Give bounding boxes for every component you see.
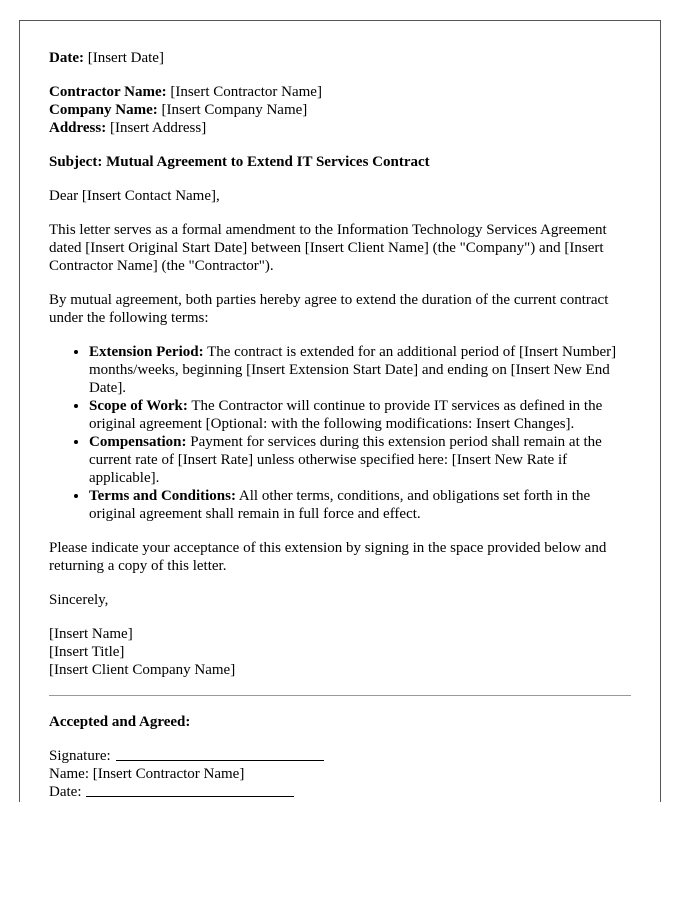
- agreement-paragraph: By mutual agreement, both parties hereby agree to extend the duration of the current contract under the following terms:: [49, 292, 609, 326]
- contractor-name-line: [49, 83, 631, 101]
- address-line: [49, 119, 631, 137]
- signature-block: [49, 747, 631, 801]
- term-text: The contract is extended for an additional period of [Insert Number] months/weeks, beginning [Insert Extension Start Date] and ending on [Insert New End Date].: [89, 344, 617, 396]
- letter-page: [19, 20, 661, 802]
- sender-block: [49, 625, 631, 679]
- section-divider: [49, 695, 631, 696]
- term-item-terms-and-conditions: [89, 487, 631, 523]
- date-label: Date:: [49, 50, 84, 66]
- address-label: Address:: [49, 120, 107, 136]
- sign-off: Sincerely,: [49, 592, 109, 608]
- date-value: [Insert Date]: [87, 50, 164, 66]
- company-name-line: [49, 101, 631, 119]
- sender-company: [Insert Client Company Name]: [49, 662, 236, 678]
- term-text: The Contractor will continue to provide IT services as defined in the original agreement [Optional: with the following modifications: Insert Changes].: [89, 398, 603, 432]
- contractor-name-label: Contractor Name:: [49, 84, 167, 100]
- salutation: Dear [Insert Contact Name],: [49, 188, 220, 204]
- term-label: Terms and Conditions:: [89, 488, 236, 504]
- date-line: [49, 49, 631, 67]
- contractor-name-value: [Insert Contractor Name]: [170, 84, 322, 100]
- sign-date-line: [49, 783, 631, 801]
- signature-blank[interactable]: [116, 759, 324, 761]
- sender-title: [Insert Title]: [49, 644, 125, 660]
- signature-label: Signature:: [49, 748, 111, 764]
- acceptance-paragraph: Please indicate your acceptance of this extension by signing in the space provided below and returning a copy of this letter.: [49, 540, 607, 574]
- terms-list: [49, 343, 631, 523]
- company-name-value: [Insert Company Name]: [161, 102, 308, 118]
- sender-name: [Insert Name]: [49, 626, 133, 642]
- term-item-extension-period: [89, 343, 631, 397]
- contractor-details: [49, 83, 631, 137]
- term-text: Payment for services during this extension period shall remain at the current rate of [Insert Rate] unless otherwise specified here: [Insert New Rate if applicable].: [89, 434, 602, 486]
- term-label: Compensation:: [89, 434, 187, 450]
- company-name-label: Company Name:: [49, 102, 158, 118]
- subject-line: Subject: Mutual Agreement to Extend IT Services Contract: [49, 154, 430, 170]
- sign-date-label: Date:: [49, 784, 82, 800]
- date-blank[interactable]: [86, 795, 294, 797]
- term-text: All other terms, conditions, and obligations set forth in the original agreement shall remain in full force and effect.: [89, 488, 591, 522]
- signature-line: [49, 747, 631, 765]
- term-item-compensation: [89, 433, 631, 487]
- term-item-scope-of-work: [89, 397, 631, 433]
- contractor-name-sign-line: Name: [Insert Contractor Name]: [49, 766, 245, 782]
- address-value: [Insert Address]: [109, 120, 207, 136]
- term-label: Scope of Work:: [89, 398, 188, 414]
- term-label: Extension Period:: [89, 344, 204, 360]
- intro-paragraph: This letter serves as a formal amendment to the Information Technology Services Agreement dated [Insert Original Start Date] between [Insert Client Name] (the "Company") and [Insert Contractor Name] (the "Contractor").: [49, 222, 607, 274]
- accepted-heading: Accepted and Agreed:: [49, 714, 191, 730]
